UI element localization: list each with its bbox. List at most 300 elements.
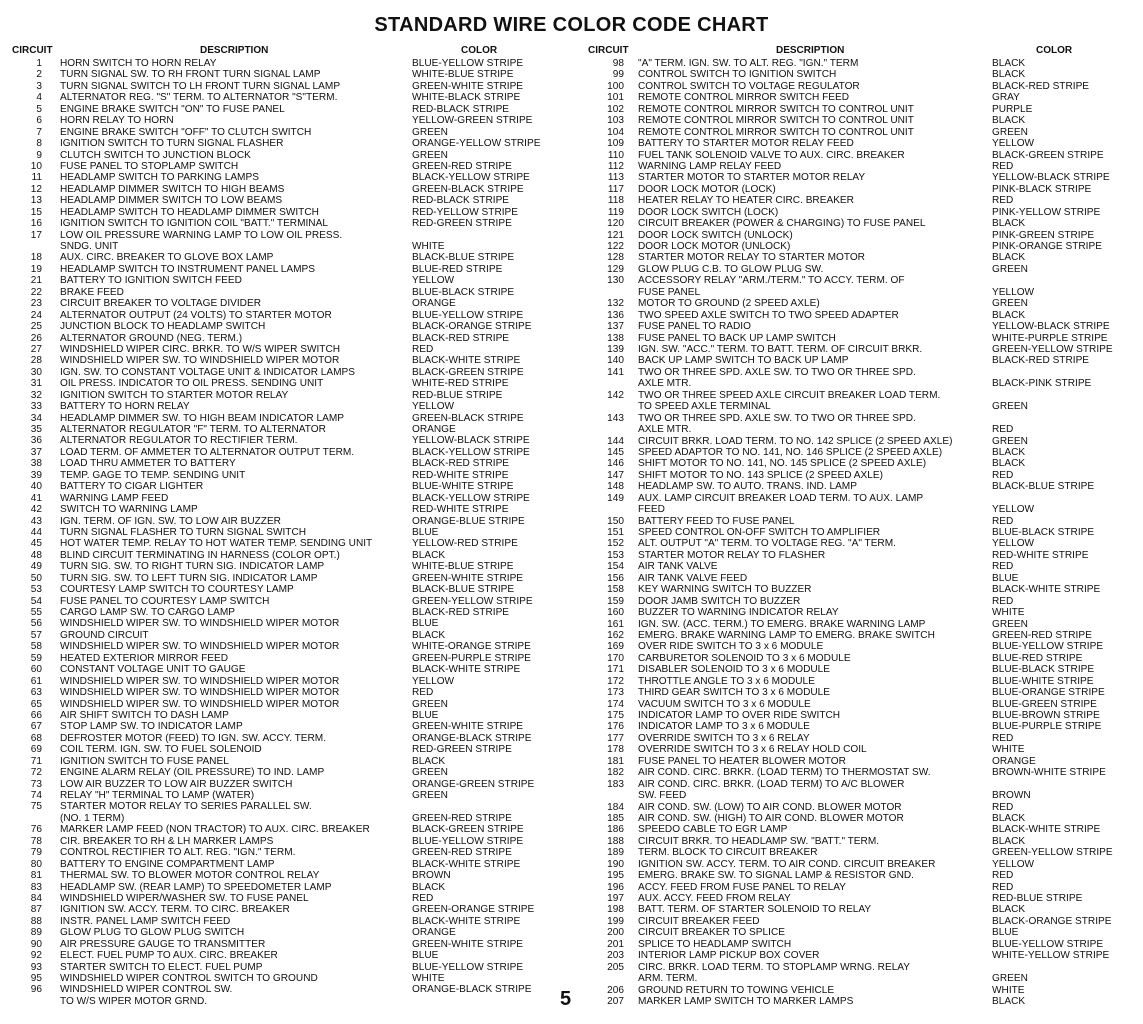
table-row (4, 859, 560, 870)
wire-color: GREEN-WHITE STRIPE (412, 80, 524, 92)
wire-color: RED-WHITE STRIPE (412, 504, 509, 516)
table-row (586, 893, 1139, 904)
wire-color: BLACK-BLUE STRIPE (412, 584, 515, 596)
table-row (4, 493, 560, 504)
wire-color: BLACK-RED STRIPE (992, 80, 1090, 92)
circuit-description: IGN. SW. "ACC." TERM. TO BATT. TERM. OF CIRCUIT BRKR. (638, 343, 923, 355)
wire-color: ORANGE-BLACK STRIPE (412, 984, 532, 996)
circuit-number: 92 (30, 950, 42, 962)
circuit-description: BLIND CIRCUIT TERMINATING IN HARNESS (COLOR OPT.) (60, 549, 340, 561)
table-header (4, 45, 560, 58)
table-row (586, 367, 1139, 390)
circuit-number: 68 (30, 732, 42, 744)
circuit-number: 35 (30, 424, 42, 436)
circuit-description: HEADLAMP SW. (REAR LAMP) TO SPEEDOMETER LAMP (60, 881, 332, 893)
table-row (4, 607, 560, 618)
circuit-description: CONTROL SWITCH TO VOLTAGE REGULATOR (638, 80, 860, 92)
circuit-number: 40 (30, 481, 42, 493)
wire-color: BLACK-RED STRIPE (412, 458, 510, 470)
circuit-description: COIL TERM. IGN. SW. TO FUEL SOLENOID (60, 744, 262, 756)
table-row (586, 493, 1139, 516)
table-row (4, 550, 560, 561)
circuit-number: 142 (607, 389, 624, 401)
table-row (586, 561, 1139, 572)
description-header: DESCRIPTION (776, 45, 845, 56)
circuit-description: WINDSHIELD WIPER SW. TO WINDSHIELD WIPER MOTOR (60, 641, 340, 653)
circuit-number: 26 (30, 332, 42, 344)
table-row (4, 310, 560, 321)
wire-color: BLACK (412, 881, 446, 893)
circuit-number: 39 (30, 469, 42, 481)
circuit-description: HEADLAMP SWITCH TO PARKING LAMPS (60, 172, 259, 184)
table-row (4, 516, 560, 527)
table-row (586, 81, 1139, 92)
table-row (4, 81, 560, 92)
circuit-description: SHIFT MOTOR TO NO. 141, NO. 145 SPLICE (2 SPEED AXLE) (638, 458, 927, 470)
circuit-description: CIRCUIT BREAKER FEED (638, 915, 760, 927)
table-row (586, 939, 1139, 950)
circuit-number: 101 (607, 92, 624, 104)
circuit-number: 28 (30, 355, 42, 367)
wire-color: BLUE-GREEN STRIPE (992, 698, 1097, 710)
wire-table-left (4, 45, 560, 1007)
wire-color: ORANGE (412, 424, 456, 436)
circuit-number: 201 (607, 938, 624, 950)
circuit-description: HORN SWITCH TO HORN RELAY (60, 58, 217, 69)
circuit-description: SPEEDO CABLE TO EGR LAMP (638, 824, 788, 836)
table-row (4, 104, 560, 115)
table-row (4, 161, 560, 172)
wire-color: BLUE-YELLOW STRIPE (412, 961, 524, 973)
wire-color: GREEN (412, 149, 448, 161)
circuit-description: TEMP. GAGE TO TEMP. SENDING UNIT (60, 469, 246, 481)
wire-color: BLACK (992, 218, 1026, 230)
circuit-description: ACCY. FEED FROM FUSE PANEL TO RELAY (638, 881, 846, 893)
circuit-number: 172 (607, 675, 624, 687)
table-row (4, 92, 560, 103)
circuit-number: 160 (607, 607, 624, 619)
table-row (4, 973, 560, 984)
table-row (586, 413, 1139, 436)
circuit-description: MARKER LAMP SWITCH TO MARKER LAMPS (638, 995, 854, 1007)
wire-color: BLACK (992, 309, 1026, 321)
circuit-description: BACK UP LAMP SWITCH TO BACK UP LAMP (638, 355, 849, 367)
table-row (4, 413, 560, 424)
circuit-description: AIR COND. SW. (LOW) TO AIR COND. BLOWER MOTOR (638, 801, 902, 813)
wire-color: GREEN-ORANGE STRIPE (412, 904, 535, 916)
circuit-number: 5 (36, 103, 42, 115)
circuit-number: 207 (607, 995, 624, 1007)
circuit-number: 54 (30, 595, 42, 607)
circuit-number: 73 (30, 778, 42, 790)
table-row (586, 619, 1139, 630)
circuit-description: DOOR JAMB SWITCH TO BUZZER (638, 595, 801, 607)
circuit-number: 118 (607, 195, 624, 207)
circuit-number: 143 (607, 412, 624, 424)
wire-color: YELLOW (412, 275, 455, 287)
circuit-description: WINDSHIELD WIPER CIRC. BRKR. TO W/S WIPER SWITCH (60, 343, 341, 355)
wire-color: RED (992, 424, 1014, 436)
table-row (4, 184, 560, 195)
circuit-description: TWO OR THREE SPD. AXLE SW. TO TWO OR THREE SPD. AXLE MTR. (638, 366, 916, 390)
table-row (586, 138, 1139, 149)
table-row (586, 607, 1139, 618)
wire-color: GREEN (412, 790, 448, 802)
circuit-number: 78 (30, 835, 42, 847)
circuit-description: ENGINE BRAKE SWITCH "OFF" TO CLUTCH SWITCH (60, 126, 312, 138)
circuit-description: VACUUM SWITCH TO 3 x 6 MODULE (638, 698, 811, 710)
circuit-description: LOW AIR BUZZER TO LOW AIR BUZZER SWITCH (60, 778, 293, 790)
wire-color: GREEN (992, 618, 1028, 630)
table-row (586, 630, 1139, 641)
table-row (4, 927, 560, 938)
wire-color: RED-BLUE STRIPE (412, 389, 503, 401)
circuit-number: 177 (607, 732, 624, 744)
circuit-description: IGNITION SWITCH TO TURN SIGNAL FLASHER (60, 138, 284, 150)
circuit-number: 149 (607, 492, 624, 504)
circuit-number: 93 (30, 961, 42, 973)
description-header: DESCRIPTION (200, 45, 269, 56)
circuit-description: SPLICE TO HEADLAMP SWITCH (638, 938, 792, 950)
table-row (4, 916, 560, 927)
circuit-description: STARTER MOTOR RELAY TO STARTER MOTOR (638, 252, 865, 264)
circuit-description: ALTERNATOR REGULATOR "F" TERM. TO ALTERNATOR (60, 424, 326, 436)
wire-color: BLACK-ORANGE STRIPE (412, 321, 532, 333)
circuit-description: STARTER MOTOR RELAY TO FLASHER (638, 549, 826, 561)
table-row (4, 172, 560, 183)
wire-color: BLACK-BLUE STRIPE (412, 252, 515, 264)
wire-color: GREEN-WHITE STRIPE (412, 721, 524, 733)
table-row (4, 641, 560, 652)
table-row (4, 367, 560, 378)
circuit-description: AIR TANK VALVE (638, 561, 718, 573)
wire-color: ORANGE (992, 755, 1036, 767)
circuit-description: RELAY "H" TERMINAL TO LAMP (WATER) (60, 790, 255, 802)
table-row (586, 847, 1139, 858)
circuit-number: 44 (30, 526, 42, 538)
table-row (4, 504, 560, 515)
circuit-number: 67 (30, 721, 42, 733)
circuit-number: 203 (607, 950, 624, 962)
circuit-number: 175 (607, 710, 624, 722)
page-title: STANDARD WIRE COLOR CODE CHART (374, 14, 769, 36)
circuit-number: 80 (30, 858, 42, 870)
table-row (4, 767, 560, 778)
circuit-description: FUSE PANEL TO BACK UP LAMP SWITCH (638, 332, 836, 344)
wire-color: BLUE-YELLOW STRIPE (412, 835, 524, 847)
wire-color: ORANGE-BLACK STRIPE (412, 732, 532, 744)
table-row (4, 573, 560, 584)
table-row (586, 538, 1139, 549)
table-row (586, 264, 1139, 275)
circuit-number: 197 (607, 893, 624, 905)
wire-color: BLACK-PINK STRIPE (992, 378, 1092, 390)
wire-color: BROWN (992, 790, 1031, 802)
circuit-description: TWO OR THREE SPD. AXLE SW. TO TWO OR THREE SPD. AXLE MTR. (638, 412, 916, 436)
color-header: COLOR (461, 45, 498, 56)
table-row (586, 904, 1139, 915)
wire-color: GREEN-YELLOW STRIPE (992, 343, 1113, 355)
circuit-description: SPEED ADAPTOR TO NO. 141, NO. 146 SPLICE (2 SPEED AXLE) (638, 446, 943, 458)
circuit-number: 129 (607, 263, 624, 275)
circuit-number: 69 (30, 744, 42, 756)
table-row (4, 939, 560, 950)
circuit-number: 158 (607, 584, 624, 596)
table-row (586, 241, 1139, 252)
circuit-number: 12 (30, 183, 42, 195)
wire-color: BLACK (992, 995, 1026, 1007)
circuit-number: 18 (30, 252, 42, 264)
circuit-description: BATTERY TO IGNITION SWITCH FEED (60, 275, 242, 287)
table-row (586, 470, 1139, 481)
circuit-description: DOOR LOCK MOTOR (UNLOCK) (638, 241, 791, 252)
wire-color: PURPLE (992, 103, 1033, 115)
wire-color: YELLOW-BLACK STRIPE (992, 321, 1110, 333)
wire-color: GREEN-RED STRIPE (412, 160, 512, 172)
circuit-description: LOAD THRU AMMETER TO BATTERY (60, 458, 236, 470)
table-row (586, 150, 1139, 161)
circuit-description: CIRCUIT BREAKER TO VOLTAGE DIVIDER (60, 298, 261, 310)
circuit-number: 144 (607, 435, 624, 447)
table-row (4, 435, 560, 446)
wire-color: BLACK (992, 835, 1026, 847)
wire-color: YELLOW-RED STRIPE (412, 538, 518, 550)
table-row (586, 950, 1139, 961)
wire-color: YELLOW (992, 858, 1035, 870)
circuit-description: INTERIOR LAMP PICKUP BOX COVER (638, 950, 820, 962)
table-row (4, 584, 560, 595)
circuit-number: 72 (30, 767, 42, 779)
circuit-number: 87 (30, 904, 42, 916)
wire-color: BLUE-WHITE STRIPE (992, 675, 1094, 687)
circuit-number: 95 (30, 973, 42, 985)
table-row (586, 115, 1139, 126)
table-row (4, 115, 560, 126)
table-row (4, 870, 560, 881)
table-row (586, 767, 1139, 778)
table-row (4, 218, 560, 229)
circuit-number: 189 (607, 847, 624, 859)
table-row (4, 150, 560, 161)
table-body (586, 58, 1139, 1007)
circuit-number: 185 (607, 812, 624, 824)
circuit-description: IGNITION SWITCH TO STARTER MOTOR RELAY (60, 389, 289, 401)
circuit-number: 42 (30, 504, 42, 516)
wire-color: WHITE-ORANGE STRIPE (412, 641, 531, 653)
wire-color: PINK-ORANGE STRIPE (992, 241, 1102, 252)
table-row (586, 596, 1139, 607)
circuit-description: DOOR LOCK SWITCH (LOCK) (638, 206, 779, 218)
table-row (586, 104, 1139, 115)
circuit-number: 151 (607, 527, 624, 539)
circuit-number: 36 (30, 435, 42, 447)
circuit-description: THERMAL SW. TO BLOWER MOTOR CONTROL RELAY (60, 870, 320, 882)
table-row (4, 458, 560, 469)
circuit-number: 25 (30, 321, 42, 333)
circuit-description: DOOR LOCK SWITCH (UNLOCK) (638, 229, 793, 241)
circuit-description: CONSTANT VOLTAGE UNIT TO GAUGE (60, 664, 246, 676)
circuit-number: 23 (30, 298, 42, 310)
table-row (4, 561, 560, 572)
wire-color: BLACK-GREEN STRIPE (412, 824, 524, 836)
circuit-description: MARKER LAMP FEED (NON TRACTOR) TO AUX. CIRC. BREAKER (60, 824, 370, 836)
table-row (586, 779, 1139, 802)
circuit-number: 119 (607, 206, 624, 218)
table-row (4, 882, 560, 893)
wire-color: BLACK (992, 904, 1026, 916)
table-row (4, 596, 560, 607)
circuit-description: TERM. BLOCK TO CIRCUIT BREAKER (638, 847, 818, 859)
circuit-number: 2 (36, 69, 42, 81)
circuit-description: AIR SHIFT SWITCH TO DASH LAMP (60, 709, 229, 721)
circuit-description: TURN SIG. SW. TO RIGHT TURN SIG. INDICATOR LAMP (60, 561, 325, 573)
circuit-number: 183 (607, 778, 624, 790)
wire-color: WHITE (992, 607, 1025, 619)
circuit-description: THROTTLE ANGLE TO 3 x 6 MODULE (638, 675, 815, 687)
circuit-number: 31 (30, 378, 42, 390)
circuit-description: CONTROL RECTIFIER TO ALT. REG. "IGN." TERM. (60, 847, 296, 859)
circuit-description: OIL PRESS. INDICATOR TO OIL PRESS. SENDING UNIT (60, 378, 324, 390)
table-row (586, 996, 1139, 1007)
circuit-number: 145 (607, 446, 624, 458)
circuit-number: 4 (36, 92, 42, 104)
circuit-number: 173 (607, 687, 624, 699)
table-row (4, 538, 560, 549)
wire-color: BLACK (992, 252, 1026, 264)
wire-color: BLACK-WHITE STRIPE (992, 824, 1101, 836)
circuit-number: 57 (30, 629, 42, 641)
circuit-description: LOAD TERM. OF AMMETER TO ALTERNATOR OUTPUT TERM. (60, 446, 355, 458)
circuit-number: 41 (30, 492, 42, 504)
circuit-number: 81 (30, 870, 42, 882)
table-row (4, 424, 560, 435)
circuit-description: INDICATOR LAMP TO 3 x 6 MODULE (638, 721, 810, 733)
wire-color: YELLOW (992, 504, 1035, 516)
table-row (4, 653, 560, 664)
table-row (4, 321, 560, 332)
wire-color: BLACK (412, 549, 446, 561)
wire-color: WHITE-YELLOW STRIPE (992, 950, 1110, 962)
wire-color: GRAY (992, 92, 1020, 104)
table-row (4, 527, 560, 538)
wire-color: RED-YELLOW STRIPE (412, 206, 519, 218)
circuit-description: IGNITION SWITCH TO FUSE PANEL (60, 755, 229, 767)
circuit-number: 154 (607, 561, 624, 573)
table-row (586, 184, 1139, 195)
circuit-number: 48 (30, 549, 42, 561)
table-row (4, 710, 560, 721)
table-row (586, 836, 1139, 847)
wire-color: BLACK-BLUE STRIPE (992, 481, 1095, 493)
table-row (586, 882, 1139, 893)
circuit-number: 43 (30, 515, 42, 527)
circuit-description: CIRCUIT BREAKER (POWER & CHARGING) TO FUSE PANEL (638, 218, 926, 230)
circuit-number: 206 (607, 984, 624, 996)
table-row (586, 676, 1139, 687)
circuit-description: JUNCTION BLOCK TO HEADLAMP SWITCH (60, 321, 266, 333)
circuit-number: 153 (607, 549, 624, 561)
circuit-number: 198 (607, 904, 624, 916)
circuit-description: TWO SPEED AXLE SWITCH TO TWO SPEED ADAPTER (638, 309, 899, 321)
circuit-number: 49 (30, 561, 42, 573)
circuit-number: 84 (30, 892, 42, 904)
circuit-number: 174 (607, 698, 624, 710)
wire-color: BLUE-PURPLE STRIPE (992, 721, 1102, 733)
circuit-description: IGN. SW. (ACC. TERM.) TO EMERG. BRAKE WARNING LAMP (638, 618, 926, 630)
table-row (586, 92, 1139, 103)
circuit-description: WINDSHIELD WIPER SW. TO WINDSHIELD WIPER MOTOR (60, 618, 340, 630)
circuit-description: HEADLAMP DIMMER SWITCH TO LOW BEAMS (60, 195, 283, 207)
table-row (4, 664, 560, 675)
circuit-description: IGN. SW. TO CONSTANT VOLTAGE UNIT & INDICATOR LAMPS (60, 366, 356, 378)
table-row (586, 447, 1139, 458)
circuit-description: WINDSHIELD WIPER CONTROL SWITCH TO GROUND (60, 973, 318, 985)
table-row (4, 275, 560, 286)
circuit-number: 37 (30, 446, 42, 458)
wire-color: RED-WHITE STRIPE (412, 469, 509, 481)
table-row (586, 733, 1139, 744)
table-row (4, 733, 560, 744)
circuit-number: 130 (607, 275, 624, 287)
circuit-number: 59 (30, 652, 42, 664)
circuit-description: FUEL TANK SOLENOID VALVE TO AUX. CIRC. BREAKER (638, 149, 905, 161)
table-row (586, 390, 1139, 413)
wire-color: RED (992, 732, 1014, 744)
wire-color: BLACK-ORANGE STRIPE (992, 915, 1112, 927)
wire-color: ORANGE-GREEN STRIPE (412, 778, 535, 790)
circuit-description: "A" TERM. IGN. SW. TO ALT. REG. "IGN." TERM (638, 58, 859, 69)
circuit-description: SHIFT MOTOR TO NO. 143 SPLICE (2 SPEED AXLE) (638, 469, 883, 481)
circuit-description: STARTER SWITCH TO ELECT. FUEL PUMP (60, 961, 263, 973)
wire-color: BLACK-WHITE STRIPE (412, 915, 521, 927)
wire-color: GREEN-RED STRIPE (992, 629, 1092, 641)
wire-color: BLUE-YELLOW STRIPE (992, 938, 1104, 950)
wire-color: BLUE-BLACK STRIPE (992, 527, 1095, 539)
wire-color: WHITE (412, 241, 445, 253)
color-header: COLOR (1036, 45, 1073, 56)
table-row (4, 984, 560, 1007)
wire-color: BLACK-YELLOW STRIPE (412, 446, 530, 458)
wire-color: RED (992, 469, 1014, 481)
wire-color: RED (412, 687, 434, 699)
circuit-number: 10 (30, 160, 42, 172)
circuit-header: CIRCUIT (588, 45, 629, 56)
wire-color: BLACK (412, 629, 446, 641)
wire-color: YELLOW (992, 138, 1035, 150)
circuit-description: ENGINE BRAKE SWITCH "ON" TO FUSE PANEL (60, 103, 285, 115)
table-row (4, 401, 560, 412)
circuit-description: CIRCUIT BRKR. TO HEADLAMP SW. "BATT." TERM. (638, 835, 880, 847)
wire-color: WHITE-BLACK STRIPE (412, 92, 521, 104)
wire-color: GREEN (992, 401, 1028, 413)
table-row (586, 355, 1139, 366)
circuit-description: FUSE PANEL TO HEATER BLOWER MOTOR (638, 755, 846, 767)
circuit-description: BATTERY FEED TO FUSE PANEL (638, 515, 795, 527)
wire-color: RED (992, 801, 1014, 813)
circuit-number: 63 (30, 687, 42, 699)
table-row (4, 195, 560, 206)
circuit-description: REMOTE CONTROL MIRROR SWITCH FEED (638, 92, 850, 104)
circuit-number: 117 (607, 183, 624, 195)
circuit-description: OVERRIDE SWITCH TO 3 x 6 RELAY HOLD COIL (638, 744, 867, 756)
circuit-number: 15 (30, 206, 42, 218)
table-row (586, 721, 1139, 732)
circuit-description: GROUND CIRCUIT (60, 629, 149, 641)
circuit-number: 103 (607, 115, 624, 127)
table-row (4, 618, 560, 629)
circuit-description: IGNITION SW. ACCY. TERM. TO CIRC. BREAKER (60, 904, 290, 916)
circuit-description: TURN SIGNAL SWITCH TO LH FRONT TURN SIGNAL LAMP (60, 80, 341, 92)
